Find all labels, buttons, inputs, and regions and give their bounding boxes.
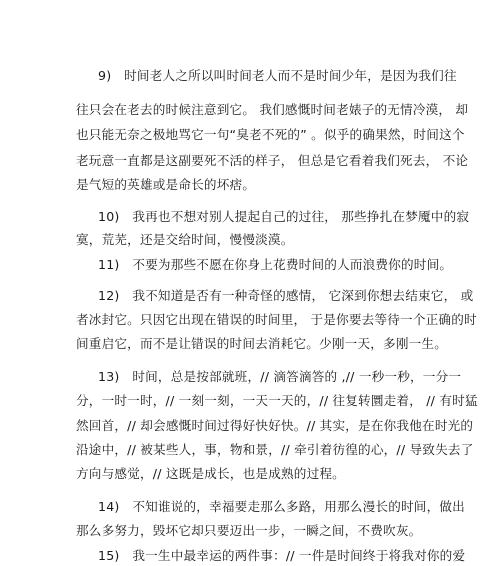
paragraph-12-line-1: 12) 我不知道是否有一种奇怪的感情， 它深到你想去结束它， 或 bbox=[98, 288, 474, 303]
paragraph-10-line-2: 寞，荒芜，还是交给时间，慢慢淡漠。 bbox=[76, 232, 294, 247]
paragraph-13-line-2: 分，一时一时，// 一刻一刻，一天一天的，// 往复转圜走着， // 有时猛 bbox=[76, 393, 478, 408]
paragraph-15-line-1: 15) 我一生中最幸运的两件事：// 一件是时间终于将我对你的爱 bbox=[98, 548, 466, 563]
paragraph-14-line-1: 14) 不知谁说的，幸福要走那么多路，用那么漫长的时间，做出 bbox=[98, 499, 465, 514]
paragraph-13-line-3: 然回首，// 却会感慨时间过得好快好快。// 其实，是在你我他在时光的 bbox=[76, 418, 474, 433]
paragraph-12-line-2: 者冰封它。只因它出现在错误的时间里， 于是你要去等待一个正确的时 bbox=[76, 312, 477, 327]
paragraph-9-line-1: 9) 时间老人之所以叫时间老人而不是时间少年，是因为我们往 bbox=[98, 68, 457, 83]
paragraph-9-line-5: 是气短的英雄或是命长的坏痞。 bbox=[76, 177, 256, 192]
paragraph-11-line-1: 11) 不要为那些不愿在你身上花费时间的人而浪费你的时间。 bbox=[98, 257, 453, 272]
paragraph-9-line-3: 也只能无奈之极地骂它一句“臭老不死的” 。似乎的确果然，时间这个 bbox=[76, 127, 465, 142]
paragraph-10-line-1: 10) 我再也不想对别人提起自己的过往， 那些挣扎在梦魇中的寂 bbox=[98, 209, 470, 224]
paragraph-9-line-2: 往只会在老去的时候注意到它。 我们感慨时间老婊子的无情冷漠， 却 bbox=[76, 102, 469, 117]
paragraph-9-line-4: 老玩意一直都是这副要死不活的样子， 但总是它看着我们死去， 不论 bbox=[76, 153, 469, 168]
paragraph-13-line-4: 沿途中，// 被某些人，事，物和景，// 牵引着彷徨的心，// 导致失去了 bbox=[76, 442, 474, 457]
paragraph-13-line-1: 13) 时间，总是按部就班，// 滴答滴答的 ,// 一秒一秒，一分一 bbox=[98, 369, 462, 384]
paragraph-13-line-5: 方向与感觉，// 这既是成长，也是成熟的过程。 bbox=[76, 466, 345, 481]
paragraph-14-line-2: 那么多努力，毁坏它却只要迈出一步，一瞬之间，不费吹灰。 bbox=[76, 523, 422, 538]
paragraph-12-line-3: 间重启它，而不是让错误的时间去消耗它。少刚一天，多刚一生。 bbox=[76, 336, 448, 351]
